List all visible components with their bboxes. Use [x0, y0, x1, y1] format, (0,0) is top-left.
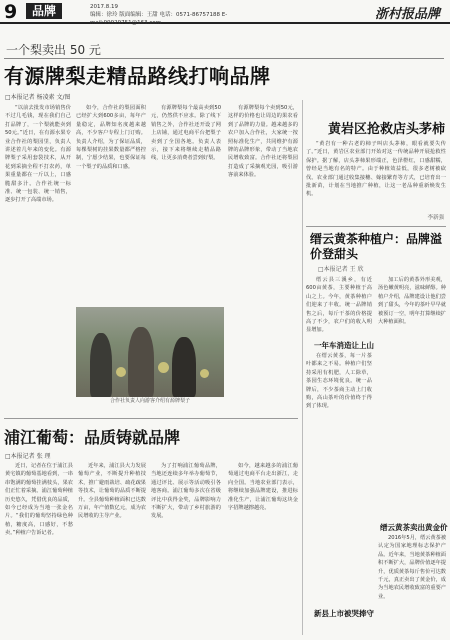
grape-paragraph-3: 为了打响浦江葡萄品牌，当地还连续多年举办葡萄节，通过评比、展示等活动吸引各地客商。浦江葡萄多次在省级评比中获得金奖，品牌影响力不断扩大，带动了乡村旅游的发展。 [151, 463, 221, 520]
right-story-3-text: 2016年5月，缙云黄茶被认定为国家地理标志保护产品。近年来，当地黄茶种植面积不断扩大，品牌价值逐年提升，优质黄茶每斤售价可达数千元，真正卖出了黄金价，成为当地农民增收致富的重要产业。 [378, 535, 446, 600]
grape-paragraph-4: 如今，越来越多的浦江葡萄通过电商平台走出浙江，走向全国。当地农业部门表示，将继续加强品牌建设，推进标准化生产，让浦江葡萄这块金字招牌越擦越亮。 [228, 463, 298, 512]
right-story-2-subhead-2: 新县上市被哭捧守 [314, 609, 374, 618]
column-divider [302, 100, 303, 635]
right-story-2-title: 缙云黄茶种植户：品牌溢价登甜头 [310, 232, 443, 261]
right-story-2-col-3 [378, 276, 446, 516]
main-paragraph-2: 如今，合作社的梨园面积已经扩大到600多亩，每年产量稳定，品牌知名度越来越高，不少客户专程上门订购。负责人介绍，为了保证品质，每棵梨树的挂果数量都严格控制，宁愿少结果，也要保证每一个梨子的品质和口感。 [76, 105, 146, 170]
main-kicker: 一个梨卖出 50 元 [6, 43, 101, 57]
paper-name: 浙村报品牌 [374, 7, 440, 22]
photo-pear [158, 362, 169, 373]
section-divider [4, 418, 298, 419]
right-story-2-byline: □本报记者 王 欣 [318, 266, 364, 273]
grape-headline: 浦江葡萄：品质铸就品牌 [4, 428, 181, 447]
grape-col-1 [5, 462, 73, 634]
header-info [90, 3, 290, 27]
page-number: 9 [4, 1, 18, 23]
main-headline: 有源牌梨走精品路线打响品牌 [4, 64, 271, 88]
grape-byline: □本报记者 张 理 [5, 453, 51, 460]
editor-contact: 编辑：徐玲 版面编辑：王甜 电话：0571-86757188 E-mail:99929751@163.com [90, 12, 228, 26]
main-col-4 [228, 104, 298, 404]
photo-person [128, 327, 154, 397]
right-story-2-para-3: 加工后的黄茶外形美观，汤色嫩黄明亮，滋味鲜醇。种植户介绍，品牌建设让他们尝到了甜头，今年的茶叶早早就被预订一空，明年打算继续扩大种植面积。 [378, 277, 446, 326]
main-photo [76, 307, 224, 397]
right-story-3-title: 缙云黄茶卖出黄金价 [380, 523, 448, 532]
right-story-1-title: 黄岩区抢救店头茅柿 [328, 122, 446, 137]
grape-paragraph-1: 近日，记者在位于浦江县黄宅镇的葡萄基地看到，一串串饱满的葡萄挂满枝头，果农们正忙着采摘。浦江葡萄种植历史悠久，凭借优良的品质，如今已经成为当地一张金名片。“我们的葡萄坚持绿色种植，糖度高，口感好，不愁卖。”种植户告诉记者。 [5, 463, 73, 537]
main-col-2 [76, 104, 146, 304]
section-label: 品牌 [26, 3, 62, 19]
main-paragraph-1: “以前去批发市场销售价不过几毛钱，现在我们自己打品牌了，一个梨就能卖到50元。”近日，在有源水果专业合作社的梨园里，负责人讲述着几年来的变化。有源牌梨子采用套袋技术，从开花到采摘全程不打农药，单果重量都在一斤以上，口感脆甜多汁。合作社统一标准、统一包装、统一销售，逐步打开了高端市场。 [5, 105, 71, 204]
grape-col-3 [151, 462, 221, 634]
photo-person [172, 337, 196, 397]
photo-person [90, 333, 112, 397]
right-story-1-body [306, 140, 446, 212]
main-paragraph-4: 有源牌梨每个卖到50元，这样的价格也让周边的果农看到了品牌的力量。越来越多的农户加入合作社，大家统一按照标准化生产，共同维护有源牌的品牌形象，带动了当地农民增收致富。合作社还将梨园打造成了采摘观光园，吸引游客前来体验。 [228, 105, 298, 179]
main-paragraph-3: 有源牌梨每个最高卖到50元，仍然供不应求。除了线下销售之外，合作社还开设了网上店铺，通过电商平台把梨子卖到了全国各地。负责人表示，接下来将继续走精品路线，让更多消费者尝到好梨。 [151, 105, 221, 162]
page-header [0, 0, 450, 24]
right-story-1-text: “黄岩有一种古老的柿子叫店头茅柿，眼看就要失传了。”近日，黄岩区农业部门开始对这一传统品种开展抢救性保护。据了解，店头茅柿果形端正，色泽橙红，口感甜糯，曾经是当地有名的特产。由于种植效益低，很多老树被砍伐。农业部门通过收集接穗、嫁接繁育等方式，已培育出一批新苗，计划在当地推广种植，让这一老品种重新焕发生机。 [306, 141, 446, 198]
issue-date: 2017.8.19 [90, 4, 118, 10]
grape-paragraph-2: 近年来，浦江县大力发展葡萄产业，不断提升种植技术，推广避雨栽培、疏花疏果等技术，让葡萄的品质不断提升。全县葡萄种植面积已达数万亩，年产值数亿元，成为农民增收的主导产业。 [78, 463, 146, 520]
photo-pear [200, 369, 209, 378]
right-story-2-para-1: 缙云县三溪乡，有近600亩黄茶，主要种植于高山之上。今年，黄茶种植户们迎来了丰收。统一品牌销售之后，每斤干茶的价格提高了不少，农户们的收入明显增加。 [306, 277, 372, 334]
grape-col-4 [228, 462, 298, 634]
main-col-1 [5, 104, 71, 404]
right-story-2-col-1 [306, 276, 372, 334]
main-byline: □本报记者 杨凌素 文/图 [5, 94, 71, 101]
right-story-3-body [378, 534, 446, 634]
right-story-1-byline: 李新强 [427, 215, 444, 221]
right-story-2-para-2: 在缙云黄茶，每一片茶叶都来之不易。种植户们坚持采用有机肥，人工除草，茶园生态环境优良。统一品牌后，不少茶商主动上门收购，高山茶叶的价值终于得到了体现。 [306, 353, 372, 410]
photo-caption: 合作社负责人向游客介绍有源牌梨子 [109, 398, 190, 404]
grape-col-2 [78, 462, 146, 634]
main-col-3 [151, 104, 221, 304]
kicker-divider [4, 58, 444, 59]
right-story-2-col-2 [306, 352, 372, 602]
photo-pear [116, 367, 126, 377]
right-story-2-subhead-1: 一年车消造让上山 [314, 341, 374, 350]
right-divider [306, 226, 446, 227]
